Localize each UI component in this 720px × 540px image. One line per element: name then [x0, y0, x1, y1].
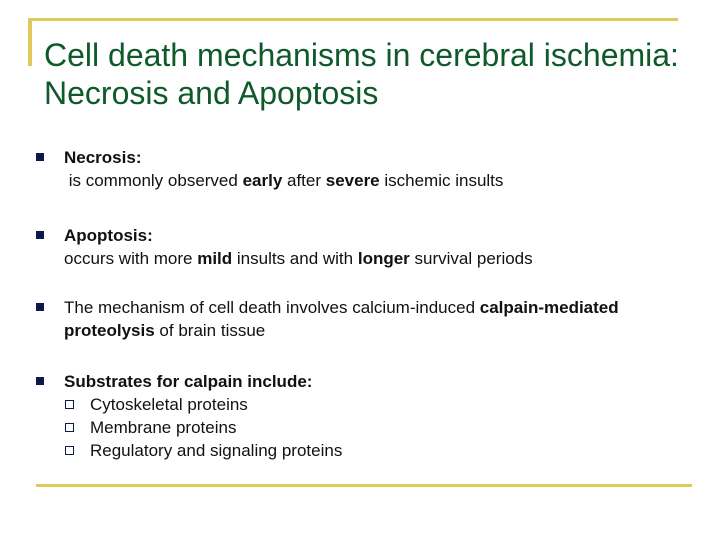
hollow-square-bullet-icon [65, 423, 74, 432]
subitem-label: Membrane proteins [90, 418, 237, 437]
bullet-text [64, 146, 704, 192]
text-run: after [282, 171, 326, 190]
emphasis-text: mild [197, 249, 233, 268]
bottom-rule [36, 484, 692, 487]
subitem-label: Cytoskeletal proteins [90, 395, 248, 414]
text-run: The mechanism of cell death involves calcium-induced [64, 298, 480, 317]
subitem-cytoskeletal [64, 393, 704, 416]
subitem-label: Regulatory and signaling proteins [90, 441, 343, 460]
subitem-membrane [64, 416, 704, 439]
hollow-square-bullet-icon [65, 400, 74, 409]
bullet-heading: Apoptosis: [64, 226, 153, 245]
text-run: ischemic insults [379, 171, 504, 190]
emphasis-text: early [242, 171, 283, 190]
hollow-square-bullet-icon [65, 446, 74, 455]
text-run: of brain tissue [154, 321, 266, 340]
text-run: survival periods [409, 249, 533, 268]
bullet-text [64, 296, 664, 342]
emphasis-text: calpain-mediated proteolysis [64, 298, 619, 340]
square-bullet-icon [36, 153, 44, 161]
emphasis-text: longer [357, 249, 410, 268]
frame-top-rule [28, 18, 678, 21]
subitem-regulatory [64, 439, 704, 462]
text-run: insults and with [232, 249, 358, 268]
square-bullet-icon [36, 231, 44, 239]
frame-left-rule [28, 18, 32, 66]
slide-title: Cell death mechanisms in cerebral ischemia: Necrosis and Apoptosis [44, 37, 679, 111]
bullet-text [64, 370, 704, 462]
emphasis-text: severe [325, 171, 380, 190]
text-run: is commonly observed [64, 171, 243, 190]
bullet-heading: Necrosis: [64, 148, 142, 167]
bullet-heading: Substrates for calpain include: [64, 372, 313, 391]
square-bullet-icon [36, 377, 44, 385]
bullet-text [64, 224, 704, 270]
square-bullet-icon [36, 303, 44, 311]
text-run: occurs with more [64, 249, 198, 268]
